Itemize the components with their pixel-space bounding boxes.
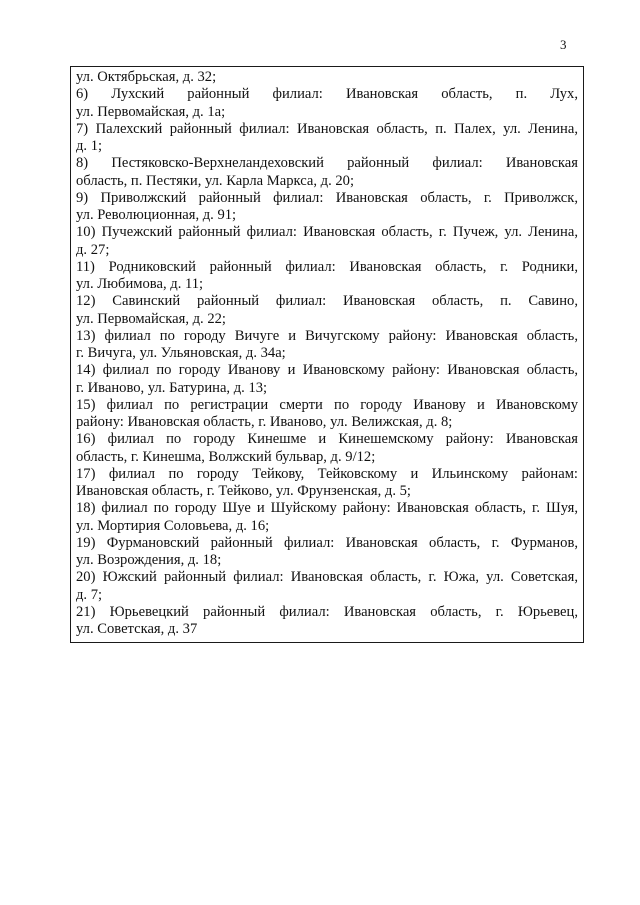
list-item-line: г. Иваново, ул. Батурина, д. 13; (76, 379, 268, 396)
list-item-line: д. 27; (76, 241, 110, 258)
list-item (76, 69, 578, 86)
list-item (76, 397, 578, 432)
list-item (76, 466, 578, 501)
list-item-line: 21) Юрьевецкий районный филиал: Ивановская область, г. Юрьевец, (76, 603, 578, 620)
list-item (76, 259, 578, 294)
list-item-line: 10) Пучежский районный филиал: Ивановская область, г. Пучеж, ул. Ленина, (76, 224, 578, 241)
list-item-line: 16) филиал по городу Кинешме и Кинешемскому району: Ивановская (76, 431, 578, 448)
list-item-line: ул. Первомайская, д. 1а; (76, 103, 226, 120)
list-item (76, 190, 578, 225)
list-item-line: ул. Мортирия Соловьева, д. 16; (76, 517, 270, 534)
list-item-line: 20) Южский районный филиал: Ивановская область, г. Южа, ул. Советская, (76, 569, 578, 586)
list-item (76, 224, 578, 259)
branch-list-frame (70, 66, 584, 643)
list-item-line: 8) Пестяковско-Верхнеландеховский районный филиал: Ивановская (76, 155, 578, 172)
list-item-line: 17) филиал по городу Тейкову, Тейковскому и Ильинскому районам: (76, 465, 578, 482)
list-item-line: д. 7; (76, 586, 103, 603)
list-item-line: 15) филиал по регистрации смерти по городу Иванову и Ивановскому (76, 396, 578, 413)
list-item-line: 9) Приволжский районный филиал: Ивановская область, г. Приволжск, (76, 189, 578, 206)
list-item (76, 500, 578, 535)
list-item (76, 431, 578, 466)
list-item-line: 11) Родниковский районный филиал: Ивановская область, г. Родники, (76, 258, 578, 275)
list-item-line: ул. Октябрьская, д. 32; (76, 69, 217, 85)
list-item-line: району: Ивановская область, г. Иваново, ул. Велижская, д. 8; (76, 414, 453, 430)
list-item-line: Ивановская область, г. Тейково, ул. Фрунзенская, д. 5; (76, 483, 411, 499)
list-item-line: 13) филиал по городу Вичуге и Вичугскому району: Ивановская область, (76, 327, 578, 344)
list-item-line: 7) Палехский районный филиал: Ивановская область, п. Палех, ул. Ленина, (76, 120, 578, 137)
list-item-line: 6) Лухский районный филиал: Ивановская область, п. Лух, (76, 86, 578, 103)
list-item-line: ул. Революционная, д. 91; (76, 207, 237, 223)
list-item-line: 19) Фурмановский районный филиал: Ивановская область, г. Фурманов, (76, 534, 578, 551)
list-item-line: 18) филиал по городу Шуе и Шуйскому району: Ивановская область, г. Шуя, (76, 500, 578, 517)
list-item-line: ул. Советская, д. 37 (76, 621, 198, 637)
list-item (76, 362, 578, 397)
list-item (76, 293, 578, 328)
list-item (76, 328, 578, 363)
list-item-line: 12) Савинский районный филиал: Ивановская область, п. Савино, (76, 293, 578, 310)
list-item (76, 121, 578, 156)
list-item-line: д. 1; (76, 138, 103, 154)
list-item-line: область, п. Пестяки, ул. Карла Маркса, д. 20; (76, 172, 355, 189)
list-item-line: ул. Первомайская, д. 22; (76, 310, 226, 327)
list-item (76, 535, 578, 570)
list-item-line: ул. Любимова, д. 11; (76, 276, 204, 292)
list-item (76, 569, 578, 604)
list-item-line: 14) филиал по городу Иванову и Ивановскому району: Ивановская область, (76, 362, 578, 379)
list-item-line: ул. Возрождения, д. 18; (76, 552, 222, 568)
list-item (76, 155, 578, 190)
page-number: 3 (560, 37, 567, 52)
list-item-line: область, г. Кинешма, Волжский бульвар, д. 9/12; (76, 448, 376, 465)
list-item (76, 86, 578, 121)
list-item (76, 604, 578, 639)
list-item-line: г. Вичуга, ул. Ульяновская, д. 34а; (76, 345, 286, 361)
